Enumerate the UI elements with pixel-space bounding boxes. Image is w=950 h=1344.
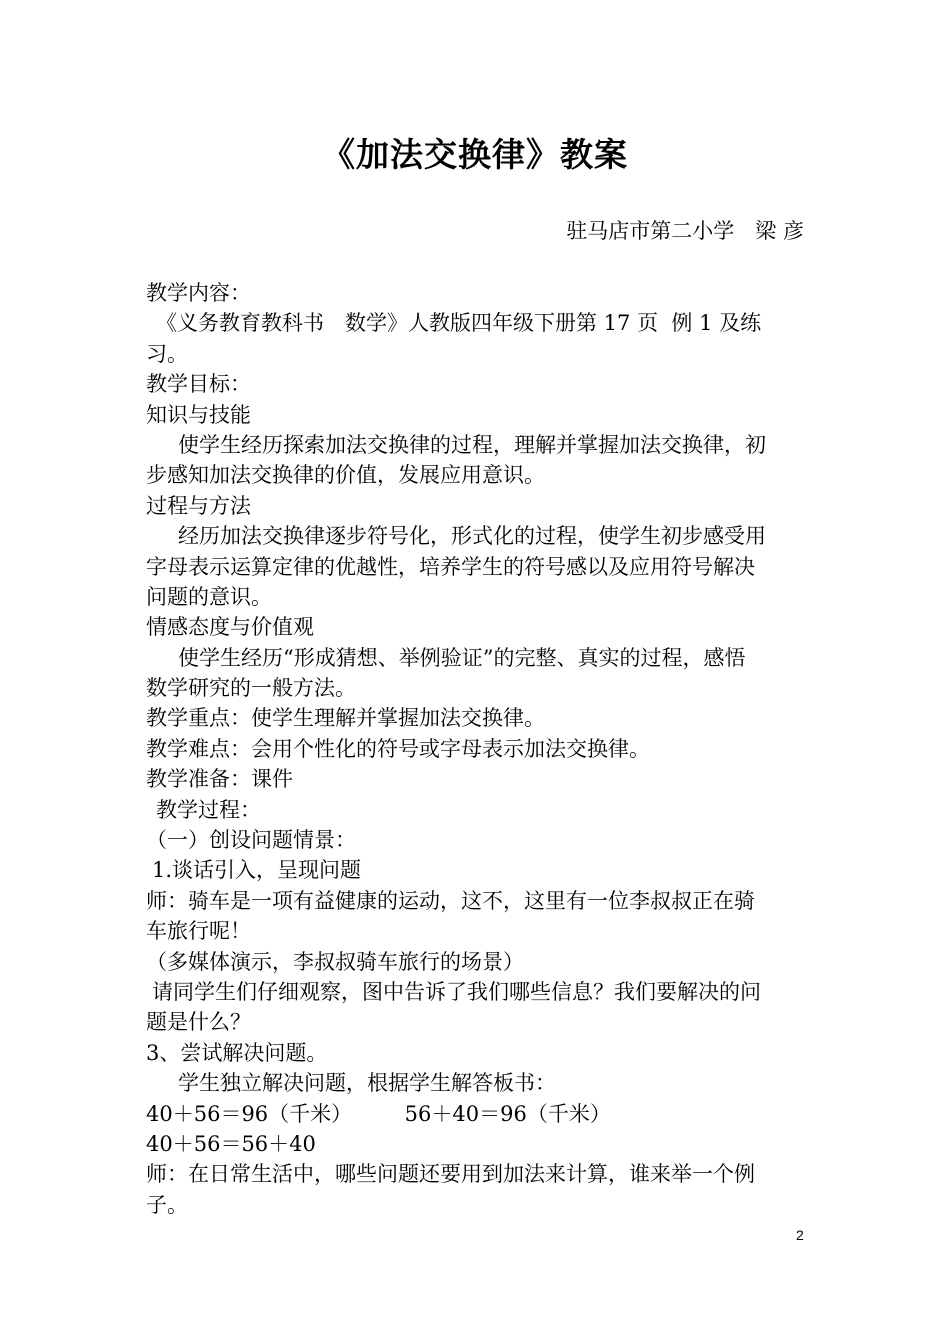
text-line: （一）创设问题情景：	[146, 828, 356, 853]
text-line: 3、尝试解决问题。	[146, 1040, 328, 1065]
text-line: 请同学生们仔细观察，图中告诉了我们哪些信息？我们要解决的问	[152, 979, 761, 1004]
text-line: 教学过程：	[156, 797, 261, 822]
text-line: 情感态度与价值观	[146, 615, 314, 640]
text-line: 车旅行呢！	[146, 919, 251, 944]
text-line: （多媒体演示，李叔叔骑车旅行的场景）	[146, 949, 524, 974]
text-line: 1.谈话引入，呈现问题	[152, 858, 362, 883]
text-line: 40＋56＝56＋40	[146, 1131, 316, 1156]
text-line: 《义务教育教科书 数学》人教版四年级下册第 17 页 例 1 及练	[156, 311, 762, 336]
text-line: 数学研究的一般方法。	[146, 676, 356, 701]
text-line: 使学生经历探索加法交换律的过程，理解并掌握加法交换律，初	[178, 432, 766, 457]
text-line: 学生独立解决问题，根据学生解答板书：	[178, 1071, 556, 1096]
text-line: 教学内容：	[146, 281, 251, 305]
page-title: 《加法交换律》教案	[322, 135, 628, 174]
text-line: 师：骑车是一项有益健康的运动，这不，这里有一位李叔叔正在骑	[146, 888, 755, 913]
text-line: 40＋56＝96（千米） 56＋40＝96（千米）	[146, 1101, 611, 1126]
page-number: 2	[796, 1227, 804, 1243]
text-line: 子。	[146, 1192, 188, 1217]
text-line: 字母表示运算定律的优越性，培养学生的符号感以及应用符号解决	[146, 554, 755, 579]
text-line: 过程与方法	[146, 493, 251, 518]
text-line: 知识与技能	[146, 402, 251, 427]
text-line: 题是什么？	[146, 1010, 251, 1035]
text-line: 教学目标：	[146, 372, 251, 397]
text-line: 师：在日常生活中，哪些问题还要用到加法来计算，谁来举一个例	[146, 1162, 755, 1187]
text-line: 使学生经历“形成猜想、举例验证”的完整、真实的过程，感悟	[178, 645, 746, 670]
author-line: 驻马店市第二小学 梁 彦	[566, 219, 804, 243]
document-body	[146, 278, 810, 1220]
text-line: 教学难点：会用个性化的符号或字母表示加法交换律。	[146, 736, 650, 761]
text-line: 经历加法交换律逐步符号化，形式化的过程，使学生初步感受用	[178, 524, 766, 549]
text-line: 教学重点：使学生理解并掌握加法交换律。	[146, 706, 545, 731]
text-line: 问题的意识。	[146, 584, 272, 609]
text-line: 习。	[146, 341, 188, 366]
text-line: 步感知加法交换律的价值，发展应用意识。	[146, 463, 545, 488]
text-line: 教学准备：课件	[146, 767, 293, 792]
